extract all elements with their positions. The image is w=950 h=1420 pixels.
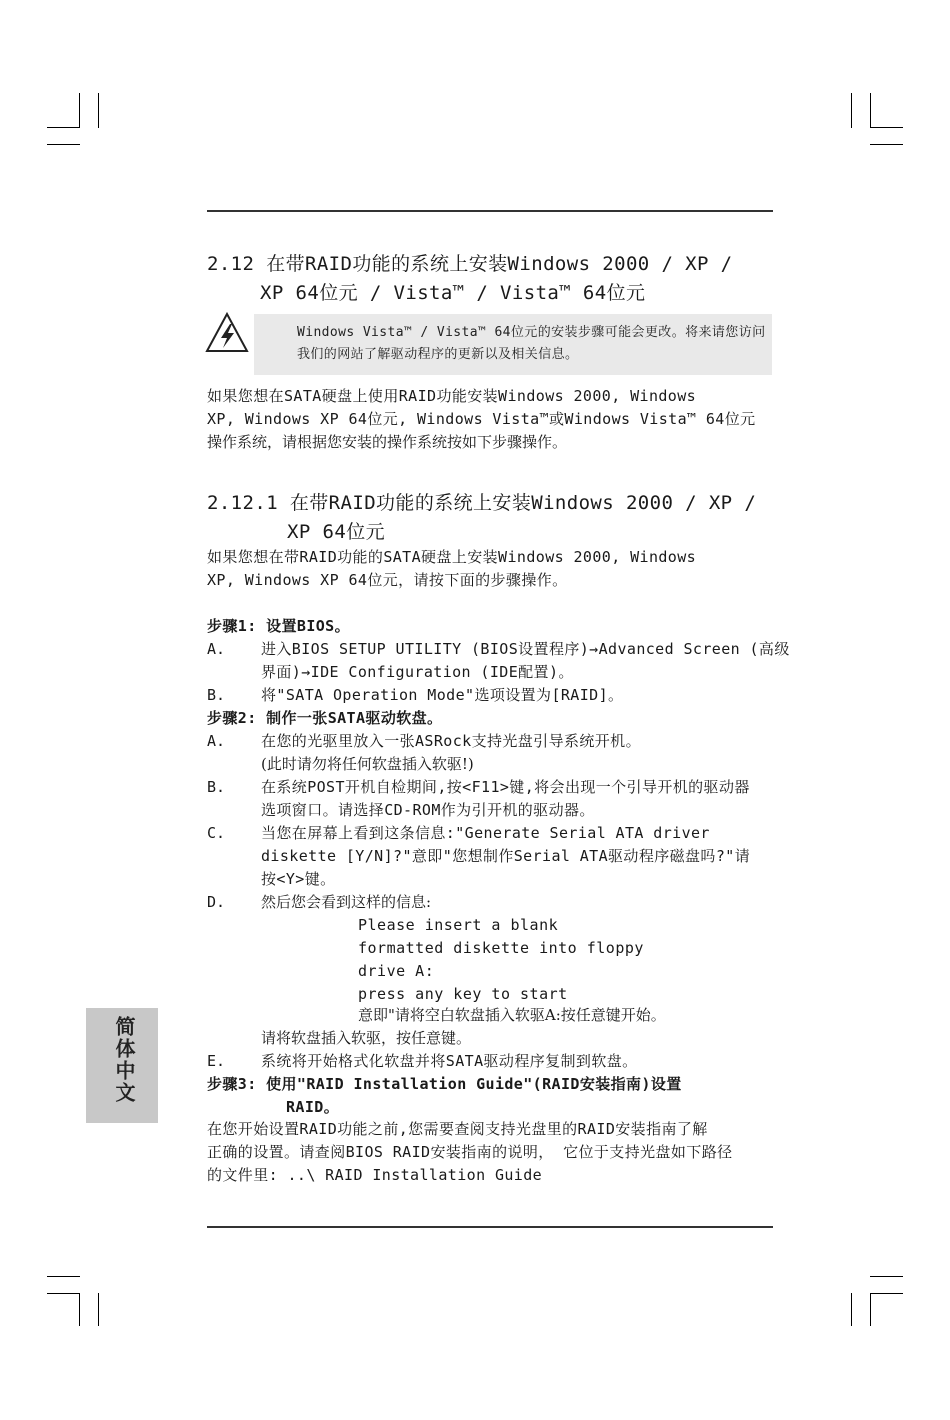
subsection-title-line1: 2.12.1 在带RAID功能的系统上安装Windows 2000 / XP / <box>207 492 757 514</box>
subsection-intro-line1: 如果您想在带RAID功能的SATA硬盘上安装Windows 2000, Windows <box>207 548 697 566</box>
step3-title-line2: RAID。 <box>286 1098 340 1116</box>
step2-a-line2: (此时请勿将任何软盘插入软驱!) <box>261 755 474 773</box>
code-line3: drive A: <box>358 962 435 980</box>
warning-lightning-icon <box>204 311 250 355</box>
note-line2: 我们的网站了解驱动程序的更新以及相关信息。 <box>297 347 579 362</box>
step3-title-line1: 步骤3: 使用"RAID Installation Guide"(RAID安装指南)设置 <box>207 1075 682 1093</box>
step1-a-label: A. <box>207 640 226 658</box>
code-meaning: 意即"请将空白软盘插入软驱A:按任意键开始。 <box>358 1006 666 1024</box>
step2-e-line1: 系统将开始格式化软盘并将SATA驱动程序复制到软盘。 <box>261 1052 638 1070</box>
step2-d-label: D. <box>207 893 226 911</box>
section-title-line2: XP 64位元 / Vista™ / Vista™ 64位元 <box>260 282 646 304</box>
step2-d-line1: 然后您会看到这样的信息: <box>261 893 432 911</box>
step1-a-line1: 进入BIOS SETUP UTILITY (BIOS设置程序)→Advanced Screen (高级 <box>261 640 790 658</box>
step2-c-line2: diskette [Y/N]?"意即"您想制作Serial ATA驱动程序磁盘吗?"请 <box>261 847 751 865</box>
subsection-intro-line2: XP, Windows XP 64位元，请按下面的步骤操作。 <box>207 571 568 589</box>
code-line1: Please insert a blank <box>358 916 559 934</box>
step2-c-line1: 当您在屏幕上看到这条信息:"Generate Serial ATA driver <box>261 824 710 842</box>
step2-a-label: A. <box>207 732 226 750</box>
step1-title: 步骤1: 设置BIOS。 <box>207 617 351 635</box>
step2-a-line1: 在您的光驱里放入一张ASRock支持光盘引导系统开机。 <box>261 732 641 750</box>
step3-line2: 正确的设置。请查阅BIOS RAID安装指南的说明， 它位于支持光盘如下路径 <box>207 1143 733 1161</box>
code-line2: formatted diskette into floppy <box>358 939 644 957</box>
subsection-title-line2: XP 64位元 <box>287 521 385 543</box>
section-title-line1: 2.12 在带RAID功能的系统上安装Windows 2000 / XP / <box>207 253 733 275</box>
step3-line3: 的文件里: ..\ RAID Installation Guide <box>207 1166 543 1184</box>
step2-b-line1: 在系统POST开机自检期间,按<F11>键,将会出现一个引导开机的驱动器 <box>261 778 750 796</box>
top-rule <box>207 210 773 212</box>
step1-b-label: B. <box>207 686 226 704</box>
code-line4: press any key to start <box>358 985 568 1003</box>
step2-e-label: E. <box>207 1052 226 1070</box>
step1-b-line1: 将"SATA Operation Mode"选项设置为[RAID]。 <box>261 686 624 704</box>
note-line1: Windows Vista™ / Vista™ 64位元的安装步骤可能会更改。将来请您访问 <box>297 325 766 340</box>
intro-line3: 操作系统，请根据您安装的操作系统按如下步骤操作。 <box>207 433 568 451</box>
bottom-rule <box>207 1226 773 1228</box>
step3-line1: 在您开始设置RAID功能之前,您需要查阅支持光盘里的RAID安装指南了解 <box>207 1120 708 1138</box>
intro-line1: 如果您想在SATA硬盘上使用RAID功能安装Windows 2000, Windows <box>207 387 697 405</box>
step2-c-line3: 按<Y>键。 <box>261 870 336 888</box>
step2-b-line2: 选项窗口。请选择CD-ROM作为引开机的驱动器。 <box>261 801 595 819</box>
step2-c-label: C. <box>207 824 226 842</box>
step2-d-after: 请将软盘插入软驱，按任意键。 <box>261 1029 472 1047</box>
step2-b-label: B. <box>207 778 226 796</box>
step2-title: 步骤2: 制作一张SATA驱动软盘。 <box>207 709 443 727</box>
step1-a-line2: 界面)→IDE Configuration (IDE配置)。 <box>261 663 574 681</box>
language-side-tab-label: 简体中文 <box>112 1016 136 1104</box>
intro-line2: XP, Windows XP 64位元, Windows Vista™或Windows Vista™ 64位元 <box>207 410 756 428</box>
